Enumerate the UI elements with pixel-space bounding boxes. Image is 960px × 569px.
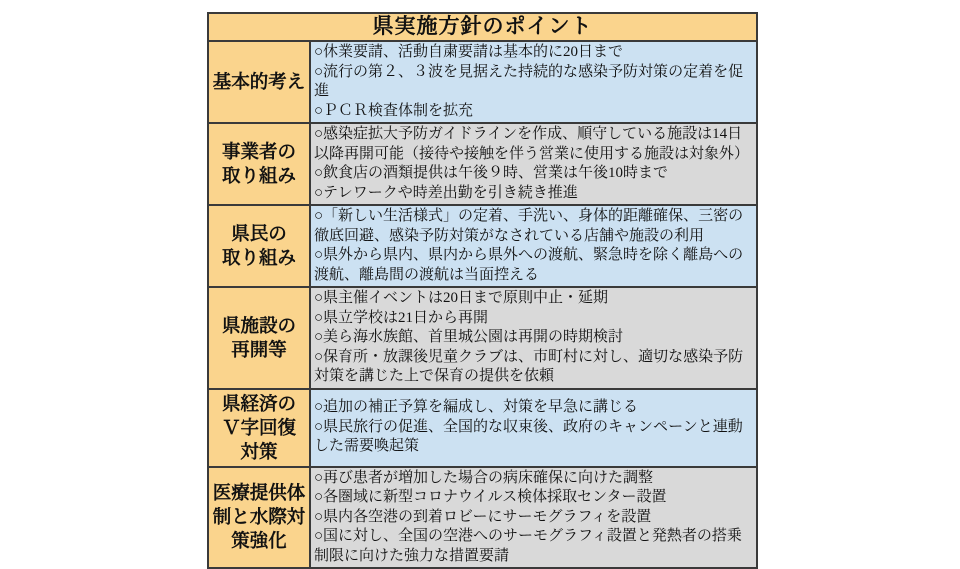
row-content — [311, 206, 756, 286]
policy-points-table — [207, 12, 758, 569]
bullet-item: ○追加の補正予算を編成し、対策を早急に講じる — [314, 399, 639, 416]
policy-row — [209, 204, 756, 286]
bullet-item: ○保育所・放課後児童クラブは、市町村に対し、適切な感染予防対策を講じた上で保育の提供を依頼 — [314, 348, 744, 384]
row-header-line: 取り組み — [221, 165, 296, 186]
row-header-line: Ｖ字回復 — [221, 416, 296, 438]
bullet-item: ○県民旅行の促進、全国的な収束後、政府のキャンペーンと連動した需要喚起策 — [314, 418, 743, 455]
bullet-item: ○「新しい生活様式」の定着、手洗い、身体的距離確保、三密の徹底回避、感染予防対策がなされている店舗や施設の利用 — [314, 208, 744, 244]
bullet-item: ○再び患者が増加した場合の病床確保に向けた調整 — [314, 469, 654, 486]
bullet-item: ○テレワークや時差出勤を引き続き推進 — [314, 184, 578, 201]
row-content — [311, 42, 756, 122]
row-header-line: 事業者の — [221, 141, 296, 162]
row-content — [311, 468, 756, 568]
bullet-item: ○流行の第２、３波を見据えた持続的な感染予防対策の定着を促進 — [314, 63, 744, 99]
bullet-item: ○感染症拡大予防ガイドラインを作成、順守している施設は14日以降再開可能（接待や接触を伴う営業に使用する施設は対象外） — [314, 126, 750, 162]
bullet-item: ○飲食店の酒類提供は午後９時、営業は午後10時まで — [314, 165, 669, 181]
row-header-line: 制と水際対 — [212, 506, 306, 528]
bullet-item: ○各圏域に新型コロナウイルス検体採取センター設置 — [314, 489, 667, 505]
row-header-line: 対策 — [240, 440, 278, 462]
policy-row — [209, 122, 756, 204]
row-header-line: 県民の — [231, 223, 287, 244]
row-header — [209, 390, 311, 466]
row-header-line: 策強化 — [231, 530, 287, 552]
policy-row — [209, 388, 756, 466]
policy-row — [209, 466, 756, 568]
row-header — [209, 42, 311, 122]
policy-row — [209, 286, 756, 388]
policy-row — [209, 40, 756, 122]
bullet-item: ○国に対し、全国の空港へのサーモグラフィ設置と発熱者の搭乗制限に向けた強力な措置要請 — [314, 528, 742, 564]
row-header — [209, 206, 311, 286]
row-content — [311, 124, 756, 204]
row-header — [209, 468, 311, 568]
bullet-item: ○県主催イベントは20日まで原則中止・延期 — [314, 290, 609, 306]
row-header — [209, 288, 311, 388]
bullet-item: ○休業要請、活動自粛要請は基本的に20日まで — [314, 44, 624, 60]
row-header-line: 再開等 — [231, 338, 287, 360]
row-header-line: 県経済の — [221, 392, 296, 414]
row-content — [311, 288, 756, 388]
row-header-line: 県施設の — [221, 314, 296, 336]
row-header-line: 取り組み — [221, 247, 296, 268]
bullet-item: ○ＰＣＲ検査体制を拡充 — [314, 102, 474, 119]
bullet-item: ○県外から県内、県内から県外への渡航、緊急時を除く離島への渡航、離島間の渡航は当面控える — [314, 247, 744, 283]
bullet-item: ○美ら海水族館、首里城公園は再開の時期検討 — [314, 329, 624, 345]
table-rows — [209, 40, 756, 567]
row-header-line: 基本的考え — [212, 71, 306, 92]
row-header — [209, 124, 311, 204]
bullet-item: ○県立学校は21日から再開 — [314, 309, 489, 326]
bullet-item: ○県内各空港の到着ロビーにサーモグラフィを設置 — [314, 508, 652, 525]
row-content — [311, 390, 756, 466]
row-header-line: 医療提供体 — [212, 482, 306, 504]
table-title: 県実施方針のポイント — [209, 14, 756, 40]
